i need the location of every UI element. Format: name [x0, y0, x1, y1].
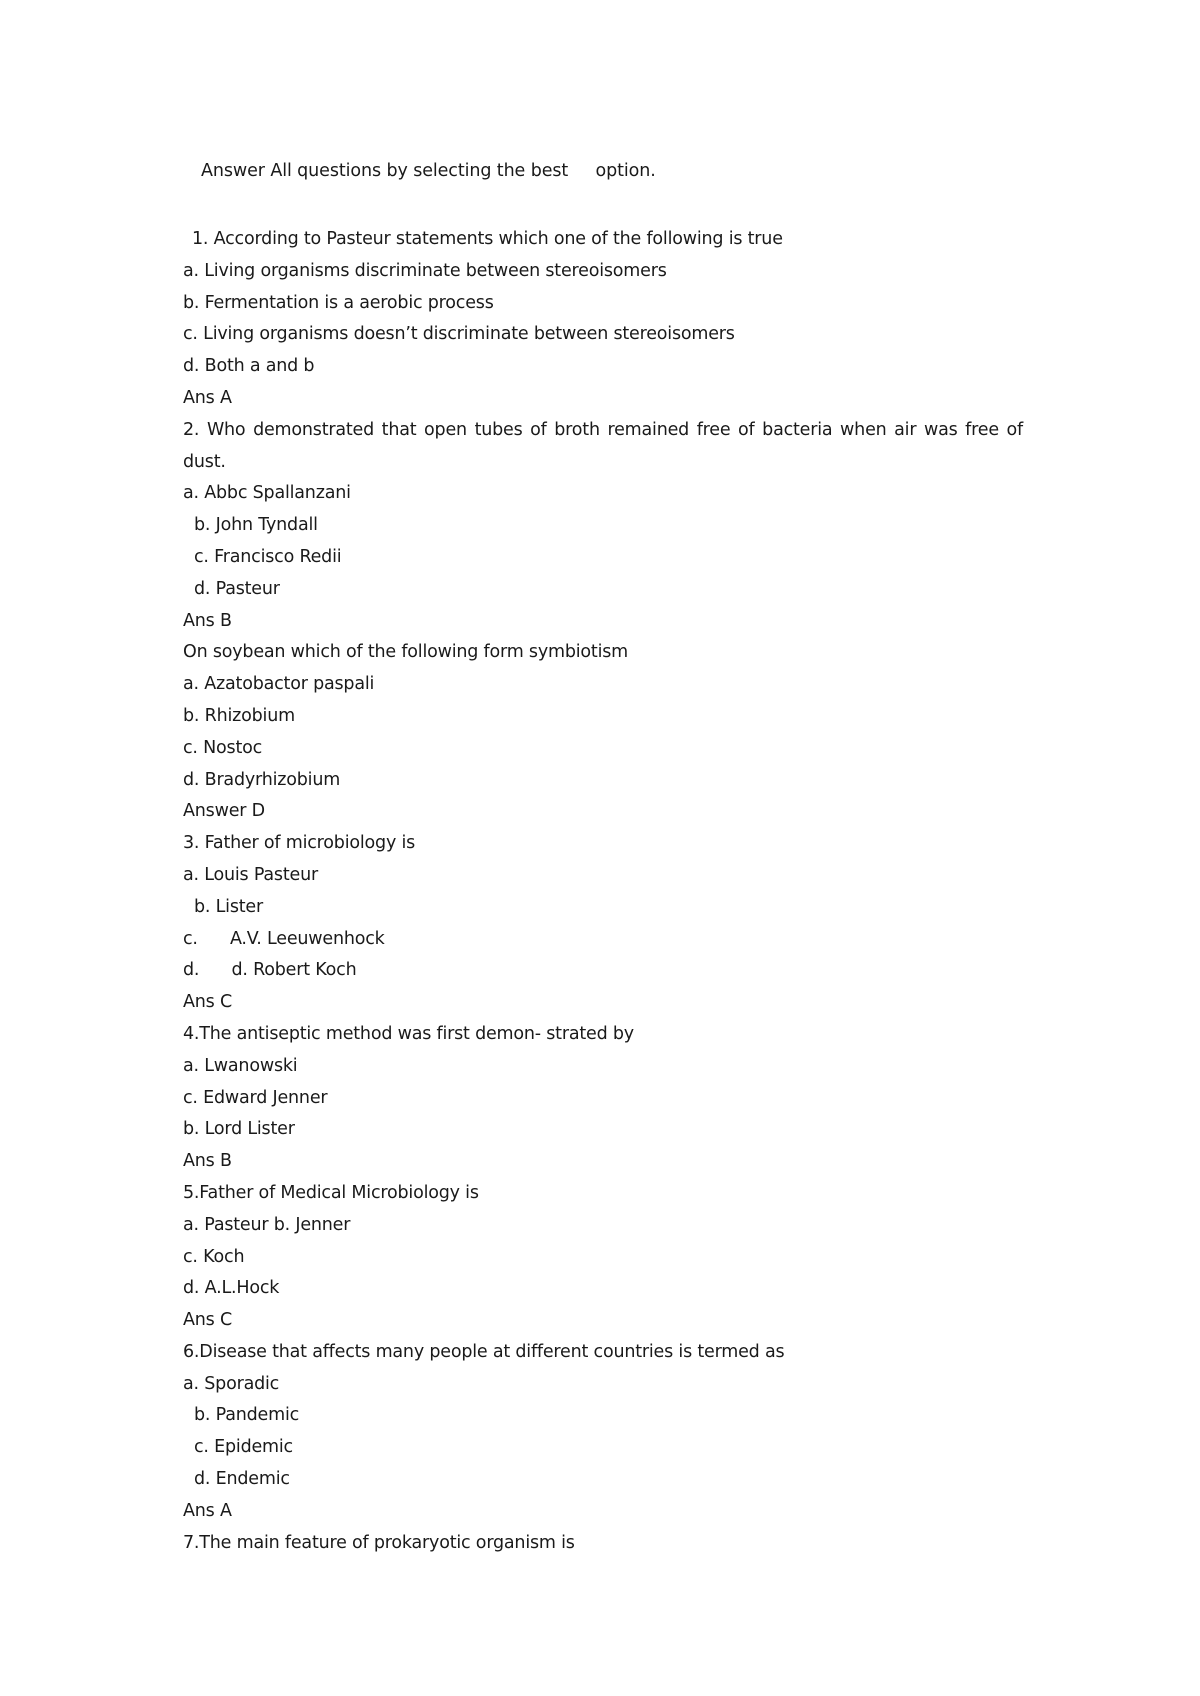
- text-line: d. Pasteur: [194, 578, 280, 599]
- text-line: c. Koch: [183, 1246, 245, 1267]
- question-list: [183, 224, 1023, 1559]
- text-line: a. Azatobactor paspali: [183, 674, 375, 695]
- text-line: 6.Disease that affects many people at different countries is termed as: [183, 1341, 785, 1362]
- text-line: b. Pandemic: [194, 1405, 300, 1426]
- text-line: Ans A: [183, 1500, 232, 1521]
- text-line: 4.The antiseptic method was first demon- strated by: [183, 1023, 634, 1044]
- text-line: On soybean which of the following form symbiotism: [183, 642, 629, 663]
- text-line: a. Living organisms discriminate between stereoisomers: [183, 260, 667, 281]
- text-line: c. Edward Jenner: [183, 1087, 328, 1108]
- text-line: a. Louis Pasteur: [183, 864, 318, 885]
- text-line: 5.Father of Medical Microbiology is: [183, 1182, 479, 1203]
- text-line: c. Living organisms doesn’t discriminate between stereoisomers: [183, 324, 735, 345]
- text-line: d. Endemic: [194, 1469, 290, 1490]
- text-line: a. Sporadic: [183, 1373, 280, 1394]
- text-line: d. Both a and b: [183, 356, 315, 377]
- text-line: Ans B: [183, 1151, 232, 1172]
- text-line: b. John Tyndall: [194, 515, 318, 536]
- text-line: a. Lwanowski: [183, 1055, 298, 1076]
- text-line: Answer D: [183, 801, 265, 822]
- text-line: 2. Who demonstrated that open tubes of broth remained free of bacteria when air was free of dust.: [183, 419, 1023, 472]
- text-line: Ans B: [183, 610, 232, 631]
- text-line: d. A.L.Hock: [183, 1278, 280, 1299]
- text-line: c. Epidemic: [194, 1437, 293, 1458]
- text-line: 3. Father of microbiology is: [183, 833, 416, 854]
- text-line: b. Rhizobium: [183, 705, 295, 726]
- text-line: c. Nostoc: [183, 737, 263, 758]
- text-line: d. Bradyrhizobium: [183, 769, 341, 790]
- text-line: d. d. Robert Koch: [183, 960, 357, 981]
- text-line: b. Fermentation is a aerobic process: [183, 292, 494, 313]
- text-line: Ans C: [183, 992, 232, 1013]
- text-line: b. Lord Lister: [183, 1119, 295, 1140]
- text-line: Ans A: [183, 387, 232, 408]
- text-line: b. Lister: [194, 896, 263, 917]
- instruction-text: Answer All questions by selecting the best option.: [201, 161, 656, 181]
- text-line: c. Francisco Redii: [194, 546, 342, 567]
- text-line: a. Pasteur b. Jenner: [183, 1214, 351, 1235]
- text-line: a. Abbc Spallanzani: [183, 483, 351, 504]
- text-line: 7.The main feature of prokaryotic organism is: [183, 1532, 575, 1553]
- text-line: c. A.V. Leeuwenhock: [183, 928, 385, 949]
- text-line: Ans C: [183, 1310, 232, 1331]
- text-line: 1. According to Pasteur statements which one of the following is true: [192, 229, 783, 249]
